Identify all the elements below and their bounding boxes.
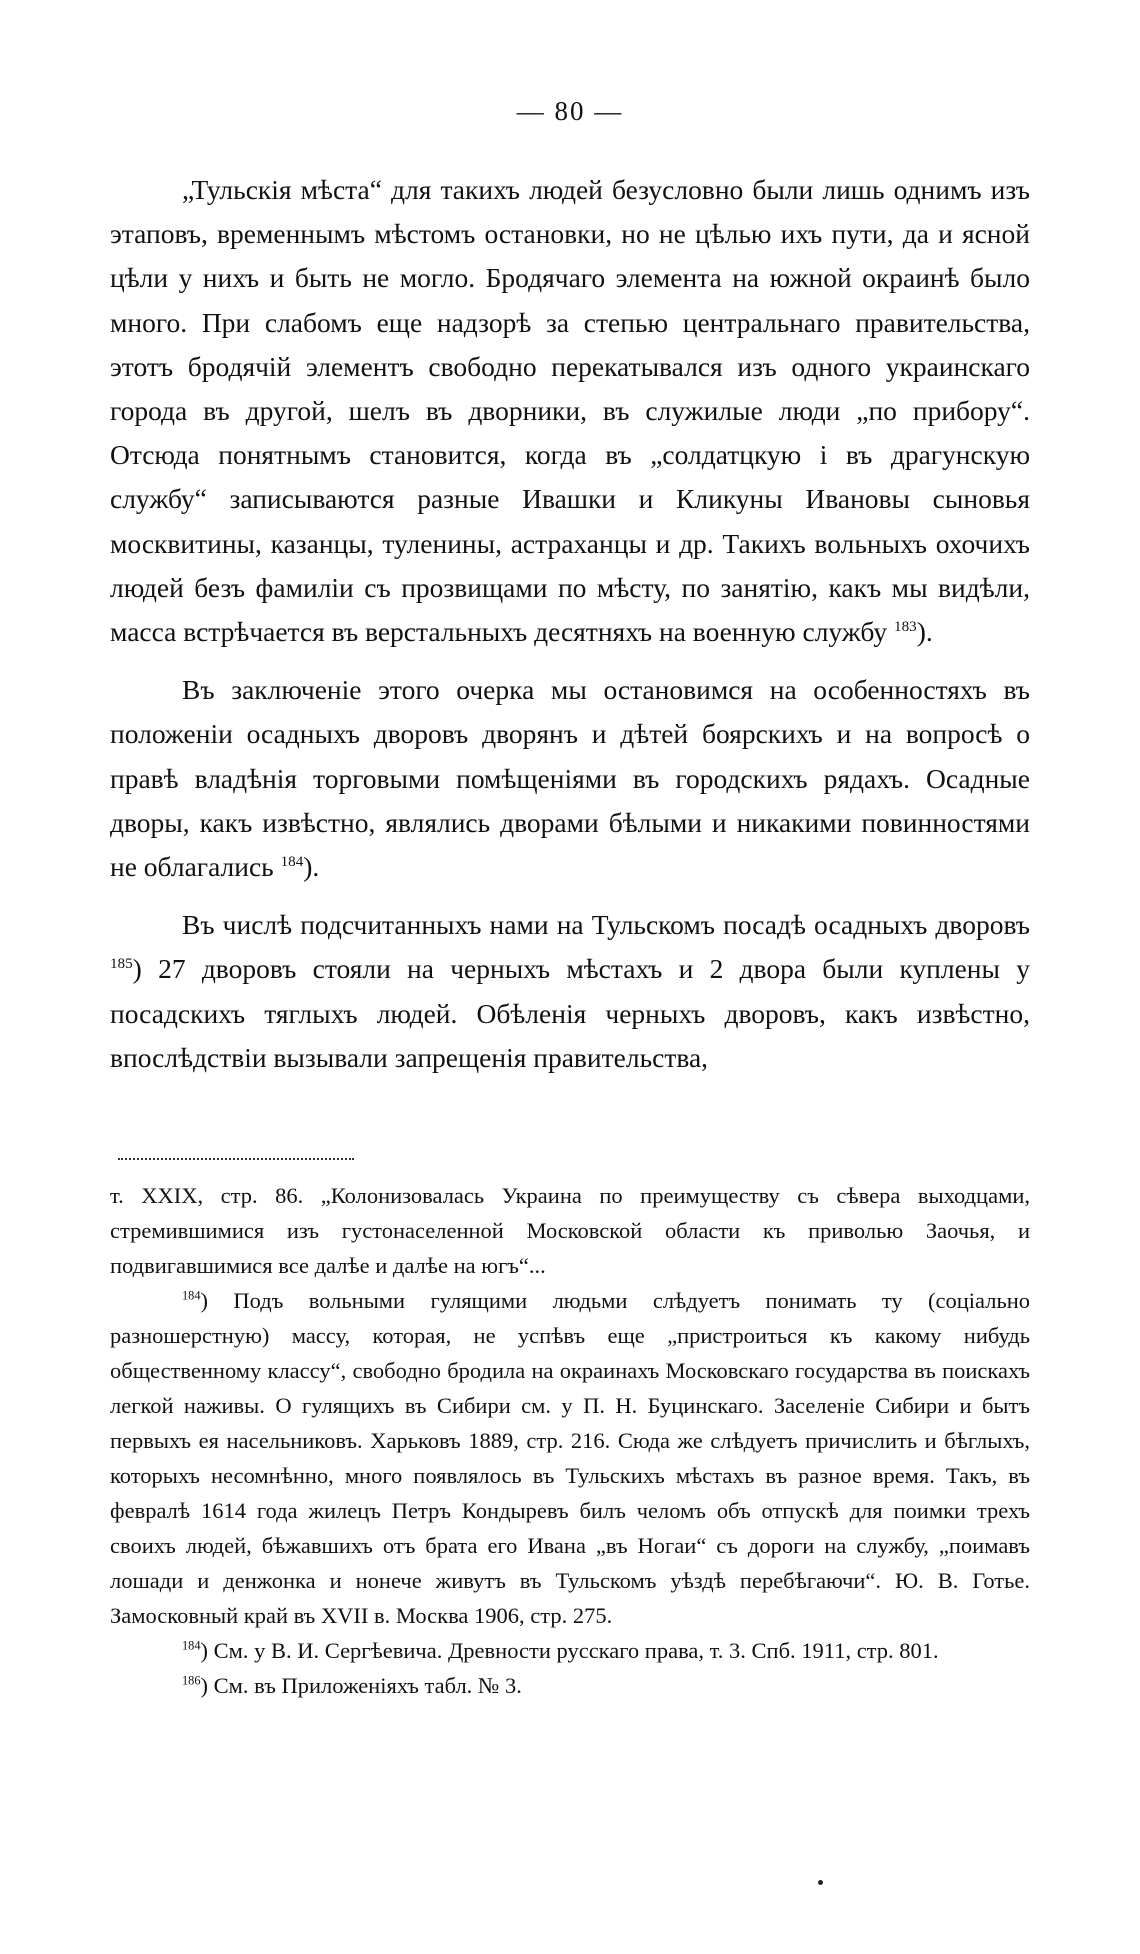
footnote-divider: [118, 1158, 354, 1160]
paragraph-text: Въ числѣ подсчитанныхъ нами на Тульскомъ посадѣ осадныхъ дворовъ: [182, 909, 1030, 941]
footnote-184b: [110, 1633, 1030, 1668]
footnote-ref: 184: [280, 853, 304, 870]
footnotes: [110, 1178, 1030, 1703]
footnote-text: ) См. въ Приложеніяхъ табл. № 3.: [200, 1673, 522, 1698]
print-speck: [818, 1880, 823, 1885]
footnote-continuation: т. XXIX, стр. 86. „Колонизовалась Украина по преимуществу съ сѣвера выходцами, стремившимися изъ густонаселенной Московской области къ приволью Заочья, и подвигавшимися все далѣе и далѣе на югъ“...: [110, 1183, 1030, 1278]
footnote-number: 184: [182, 1638, 201, 1653]
paragraph-tail: ).: [303, 851, 320, 883]
footnote-ref: 183: [894, 618, 917, 635]
paragraph-1: [110, 168, 1030, 654]
footnote-186: [110, 1668, 1030, 1703]
footnote-184: [110, 1283, 1030, 1633]
paragraph-tail: ).: [916, 616, 933, 648]
footnote-ref: 185: [110, 956, 133, 973]
main-text: [110, 168, 1030, 1080]
footnote-number: 186: [182, 1673, 201, 1688]
paragraph-text: „Тульскія мѣста“ для такихъ людей безусловно были лишь однимъ изъ этаповъ, временнымъ мѣстомъ остановки, но не цѣлью ихъ пути, да и ясной цѣли у нихъ и быть не могло. Бродячаго элемента на южной окраинѣ было много. При слабомъ еще надзорѣ за степью центральнаго правительства, этотъ бродячій элементъ свободно перекатывался изъ одного украинскаго города въ другой, шелъ въ дворники, въ служилые люди „по прибору“. Отсюда понятнымъ становится, когда въ „солдатцкую і въ драгунскую службу“ записываются разные Ивашки и Кликуны Ивановы сыновья москвитины, казанцы, туленины, астраханцы и др. Такихъ вольныхъ охочихъ людей безъ фамиліи съ прозвищами по мѣсту, по занятію, какъ мы видѣли, масса встрѣчается въ верстальныхъ десятняхъ на военную службу: [110, 174, 1030, 648]
page-number: — 80 —: [516, 96, 624, 126]
paragraph-text: Въ заключеніе этого очерка мы остановимся на особенностяхъ въ положеніи осадныхъ дворовъ дворянъ и дѣтей боярскихъ и на вопросѣ о правѣ владѣнія торговыми помѣщеніями въ городскихъ рядахъ. Осадные дворы, какъ извѣстно, являлись дворами бѣлыми и никакими повинностями не облагались: [110, 674, 1030, 883]
footnote-text: ) См. у В. И. Сергѣевича. Древности русскаго права, т. 3. Спб. 1911, стр. 801.: [200, 1638, 939, 1663]
paragraph-3: [110, 903, 1030, 1080]
footnote-number: 184: [182, 1288, 201, 1303]
paragraph-text: ) 27 дворовъ стояли на черныхъ мѣстахъ и 2 двора были куплены у посадскихъ тяглыхъ людей. Обѣленія черныхъ дворовъ, какъ извѣстно, впослѣдствіи вызывали запрещенія правительства,: [110, 953, 1030, 1073]
paragraph-2: [110, 668, 1030, 889]
footnote-text: ) Подъ вольными гулящими людьми слѣдуетъ понимать ту (соціально разношерстную) массу, которая, не успѣвъ еще „пристроиться къ какому нибудь общественному классу“, свободно бродила на окраинахъ Московскаго государства въ поискахъ легкой наживы. О гулящихъ въ Сибири см. у П. Н. Буцинскаго. Заселеніе Сибири и бытъ первыхъ ея насельниковъ. Харьковъ 1889, стр. 216. Сюда же слѣдуетъ причислить и бѣглыхъ, которыхъ несомнѣнно, много появлялось въ Тульскихъ мѣстахъ въ разное время. Такъ, въ февралѣ 1614 года жилецъ Петръ Кондыревъ билъ челомъ объ отпускѣ для поимки трехъ своихъ людей, бѣжавшихъ отъ брата его Ивана „въ Ногаи“ съ дороги на службу, „поимавъ лошади и денжонка и нонече живутъ въ Тульскомъ уѣздѣ перебѣгаючи“. Ю. В. Готье. Замосковный край въ XVII в. Москва 1906, стр. 275.: [110, 1288, 1030, 1628]
